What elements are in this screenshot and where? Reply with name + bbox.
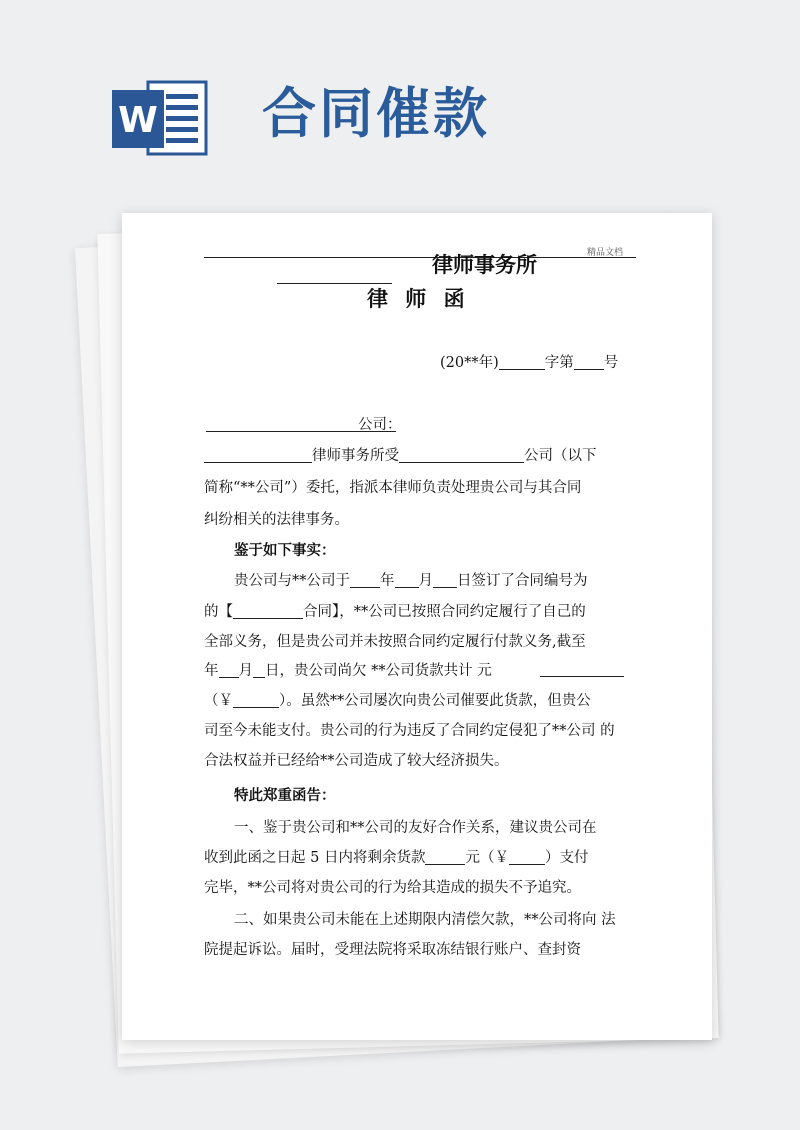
notice-clause-line: 收到此函之日起 5 日内将剩余货款 元（￥ ）支付 [204, 850, 589, 866]
notice-clause-line: 一、鉴于贵公司和**公司的友好合作关系，建议贵公司在 [234, 820, 597, 836]
notice-clause-line: 院提起诉讼。届时，受理法院将采取冻结银行账户、查封资 [204, 942, 581, 958]
facts-line: 合法权益并已经给**公司造成了较大经济损失。 [204, 753, 509, 769]
paragraph-intro-line: 纠纷相关的法律事务。 [204, 512, 349, 528]
facts-line: 贵公司与**公司于 年 月 日签订了合同编号为 [234, 573, 588, 589]
facts-line: 全部义务，但是贵公司并未按照合同约定履行付款义务,截至 [204, 634, 586, 650]
letter-title: 律 师 函 [367, 287, 470, 311]
reference-number: (20**年) 字第 号 [440, 355, 619, 371]
top-label: 精品文档 [587, 248, 624, 258]
notice-clause-line: 二、如果贵公司未能在上述期限内清偿欠款，**公司将向 法 [234, 912, 616, 928]
addressee: 公司： [358, 417, 402, 433]
notice-clause-line: 完毕，**公司将对贵公司的行为给其造成的损失不予追究。 [204, 880, 581, 896]
paragraph-intro-line: 简称“**公司”）委托，指派本律师负责处理贵公司与其合同 [204, 480, 582, 496]
amount-blank-line [540, 676, 624, 677]
facts-line: 的【 合同】，**公司已按照合同约定履行了自己的 [204, 604, 586, 620]
header-rule [204, 257, 636, 258]
page-title: 合同催款 [262, 82, 490, 145]
notice-heading: 特此郑重函告： [234, 787, 336, 804]
paragraph-intro-line: 律师事务所受 公司（以下 [204, 444, 597, 465]
facts-line: 司至今未能支付。贵公司的行为违反了合同约定侵犯了**公司 的 [204, 723, 615, 739]
word-doc-icon [110, 78, 210, 158]
firm-name: 律师事务所 [432, 253, 537, 277]
facts-line: 年 月 日，贵公司尚欠 **公司货款共计 元 [204, 663, 492, 679]
facts-line: （￥ ）。虽然**公司屡次向贵公司催要此货款，但贵公 [204, 693, 591, 709]
svg-text:W: W [118, 100, 158, 141]
addressee-blank-line [206, 431, 396, 432]
facts-heading: 鉴于如下事实： [234, 542, 336, 559]
document-page [122, 213, 712, 1040]
